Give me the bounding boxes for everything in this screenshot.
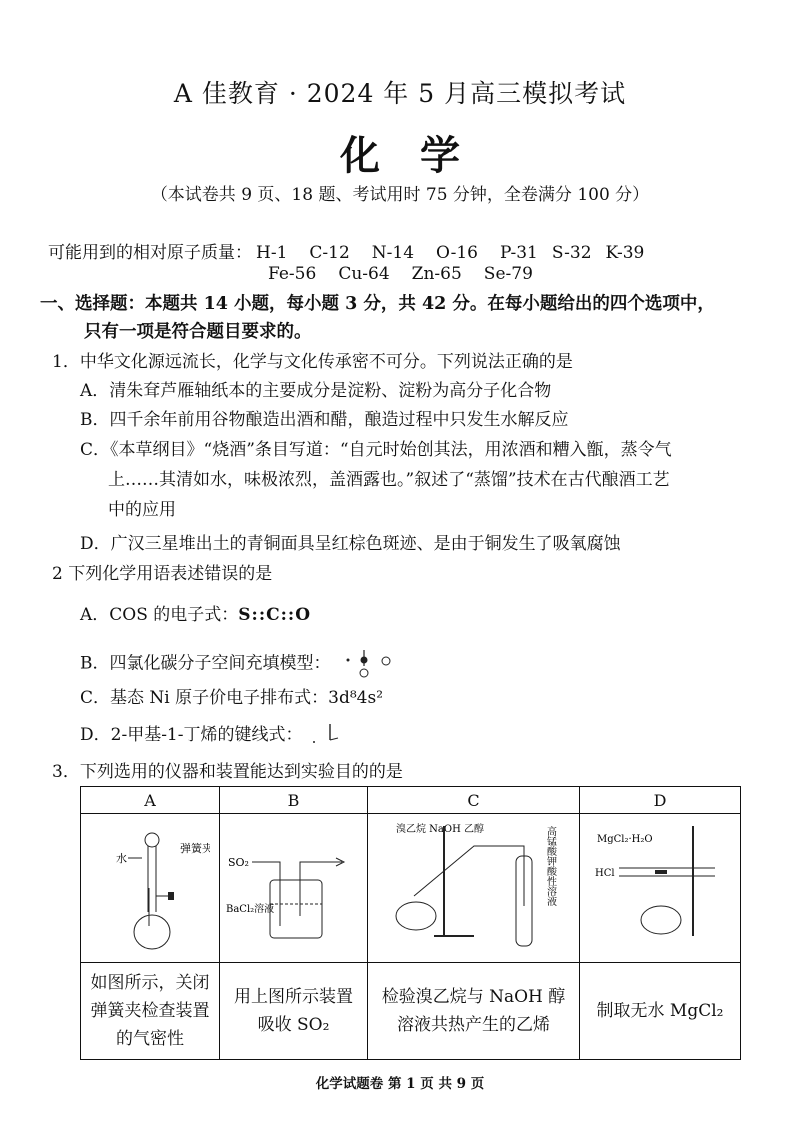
exam-title: A 佳教育 · 2024 年 5 月高三模拟考试	[173, 79, 627, 108]
atomic-mass-item: P-31	[499, 243, 538, 263]
q1-option-b: B．四千余年前用谷物酿造出酒和醋，酿造过程中只发生水解反应	[80, 410, 569, 430]
q1-option-d: D．广汉三星堆出土的青铜面具呈红棕色斑迹、是由于铜发生了吸氧腐蚀	[80, 534, 621, 554]
apparatus-a-cell	[81, 814, 220, 963]
label-kmno4: 高锰酸钾酸性溶液	[544, 826, 555, 906]
label-so2: SO₂	[227, 856, 249, 869]
col-header-c: C	[368, 787, 580, 814]
atomic-mass-item: O-16	[436, 243, 478, 263]
q1-stem: 1．中华文化源远流长，化学与文化传承密不可分。下列说法正确的是	[52, 352, 573, 372]
apparatus-c-cell	[368, 814, 580, 963]
q2-stem: 2 下列化学用语表述错误的是	[52, 564, 273, 584]
apparatus-b-cell	[220, 814, 368, 963]
atomic-mass-item: N-14	[371, 243, 415, 263]
q1-option-a: A．清朱耷芦雁轴纸本的主要成分是淀粉、淀粉为高分子化合物	[80, 381, 552, 401]
atomic-mass-item: S-32	[551, 243, 592, 263]
q1-option-c-line2: 上……其清如水，味极浓烈，盖酒露也。”叙述了“蒸馏”技术在古代酿酒工艺	[108, 470, 670, 490]
label-mgcl2-h2o: MgCl₂·H₂O	[597, 834, 653, 845]
apparatus-c-figure	[374, 816, 574, 956]
label-spring-clip: 弹簧夹	[180, 842, 210, 855]
label-bacl2: BaCl₂溶液	[225, 904, 274, 915]
ccl4-space-filling-model	[340, 646, 410, 682]
apparatus-d-figure	[585, 816, 735, 956]
atomic-mass-line-2	[268, 264, 555, 284]
section-line-1: 一、选择题：本题共 14 小题，每小题 3 分，共 42 分。在每小题给出的四个选项中，	[40, 294, 715, 314]
label-reagents: 溴乙烷 NaOH 乙醇	[395, 824, 484, 835]
atomic-mass-item: H-1	[256, 243, 288, 263]
col-header-b: B	[220, 787, 368, 814]
q1-option-c: C．《本草纲目》“烧酒”条目写道：“自元时始创其法，用浓酒和糟入甑，蒸令气	[80, 440, 672, 460]
skeletal-formula	[308, 722, 348, 750]
ni-valence-config: 3d⁸4s²	[328, 688, 384, 708]
q3-apparatus-table	[80, 786, 741, 1060]
exam-note: （本试卷共 9 页、18 题、考试用时 75 分钟，全卷满分 100 分）	[150, 185, 650, 205]
apparatus-d-cell	[580, 814, 741, 963]
q2-option-c	[80, 684, 780, 712]
apparatus-a-figure	[90, 816, 210, 956]
col-header-d: D	[580, 787, 741, 814]
label-hcl: HCl	[595, 868, 615, 879]
atomic-mass-label: 可能用到的相对原子质量：	[48, 243, 252, 263]
q3-stem: 3．下列选用的仪器和装置能达到实验目的的是	[52, 762, 403, 782]
apparatus-b-figure	[224, 816, 364, 956]
description-b: 用上图所示装置吸收 SO₂	[220, 963, 368, 1060]
q2-option-c-label: C．基态 Ni 原子价电子排布式：	[80, 688, 329, 708]
atomic-mass-item: Zn-65	[411, 264, 462, 284]
description-c: 检验溴乙烷与 NaOH 醇溶液共热产生的乙烯	[368, 963, 580, 1060]
q2-option-d	[80, 721, 780, 750]
q2-option-a-label: A．COS 的电子式：	[80, 605, 239, 625]
section-heading	[40, 290, 780, 346]
q1-option-c-line3: 中的应用	[108, 500, 176, 520]
q2-option-b-label: B．四氯化碳分子空间充填模型：	[80, 653, 331, 674]
atomic-mass-item: Se-79	[483, 264, 533, 284]
page-footer: 化学试题卷 第 1 页 共 9 页	[315, 1076, 485, 1092]
label-water: 水	[116, 852, 127, 865]
q2-option-d-label: D．2-甲基-1-丁烯的键线式：	[80, 725, 303, 745]
section-line-2: 只有一项是符合题目要求的。	[84, 322, 312, 342]
atomic-mass-item: C-12	[309, 243, 350, 263]
atomic-mass-item: Cu-64	[338, 264, 390, 284]
description-a: 如图所示，关闭弹簧夹检查装置的气密性	[81, 963, 220, 1060]
atomic-mass-item: K-39	[605, 243, 645, 263]
col-header-a: A	[81, 787, 220, 814]
cos-electron-formula: S::C::O	[238, 605, 311, 625]
description-d: 制取无水 MgCl₂	[580, 963, 741, 1060]
q2-option-a	[80, 601, 780, 629]
q2-option-b	[80, 646, 780, 682]
atomic-mass-item: Fe-56	[268, 264, 317, 284]
atomic-mass-line-1	[48, 238, 666, 263]
subject-title: 化学	[340, 132, 500, 179]
